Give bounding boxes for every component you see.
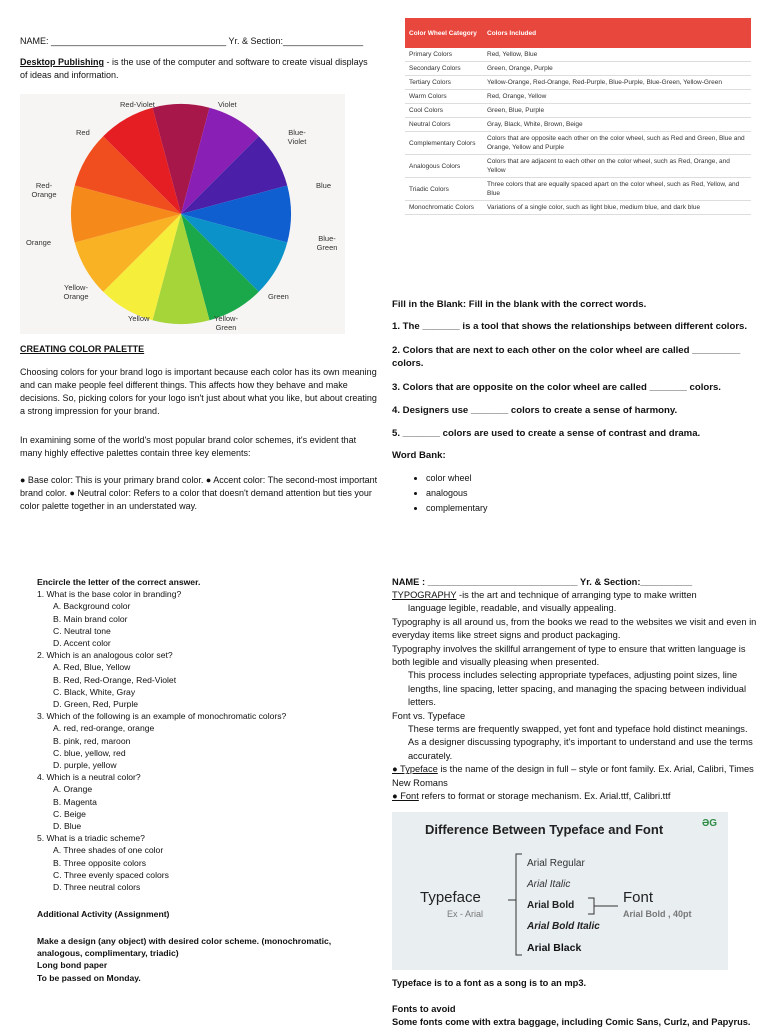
typography-para-2: Typography involves the skillful arrangement of type to ensure that written language is both legible and visually pleasing when presented.: [392, 643, 746, 668]
typography-section: [392, 589, 758, 804]
fill-item-4: 4. Designers use _______ colors to create a sense of harmony.: [392, 405, 678, 416]
quiz-option[interactable]: C. Black, White, Gray: [53, 686, 136, 697]
quiz-option[interactable]: A. Background color: [53, 601, 131, 612]
fill-item-3: 3. Colors that are opposite on the color wheel are called _______ colors.: [392, 382, 721, 393]
name-section-line: NAME: ___________________________________ Yr. & Section:________________: [20, 36, 364, 46]
quiz-option[interactable]: C. Neutral tone: [53, 625, 111, 636]
table-cell-colors: Red, Orange, Yellow: [483, 90, 751, 104]
table-row: [405, 62, 751, 76]
quiz-option[interactable]: C. blue, yellow, red: [53, 747, 126, 758]
color-wheel-figure: [20, 94, 345, 334]
typography-def-text: -is the art and technique of arranging type to make written: [456, 590, 697, 600]
wheel-label-red-orange: Red-Orange: [31, 181, 57, 199]
table-cell-colors: Red, Yellow, Blue: [483, 48, 751, 62]
diagram-font-label: Font: [623, 889, 654, 906]
word-bank-item: • complementary: [426, 501, 592, 516]
table-cell-colors: Colors that are opposite each other on the color wheel, such as Red and Green, Blue and Orange, Yellow and Purple: [483, 132, 751, 155]
wheel-label-violet: Violet: [218, 100, 237, 109]
quiz-option[interactable]: D. Blue: [53, 821, 82, 832]
quiz-option[interactable]: B. Main brand color: [53, 613, 128, 624]
desktop-publishing-def-text: - is the use of the computer and software to create visual displays of ideas and information.: [20, 57, 368, 80]
assignment-text: [37, 935, 367, 984]
wheel-label-yellow: Yellow: [128, 314, 150, 323]
color-wheel-category-table: [405, 18, 751, 215]
table-row: [405, 178, 751, 201]
word-bank-item: • color wheel: [426, 471, 592, 486]
wheel-label-red-violet: Red-Violet: [120, 100, 155, 109]
table-row: [405, 201, 751, 215]
table-cell-category: Monochromatic Colors: [405, 201, 483, 215]
wheel-label-blue-violet: Blue-Violet: [287, 128, 307, 146]
typeface-definition: [392, 763, 758, 790]
wheel-label-green: Green: [268, 292, 289, 301]
table-header-category: Color Wheel Category: [405, 18, 483, 48]
table-cell-category: Cool Colors: [405, 104, 483, 118]
quiz-option[interactable]: D. Accent color: [53, 638, 111, 649]
typeface-term: ● Typeface: [392, 764, 438, 775]
word-bank-list: [392, 471, 592, 516]
brand-logo-icon: ƏG: [702, 818, 718, 829]
typography-para-1: Typography is all around us, from the books we read to the websites we visit and even in everyday items like street signs and product packaging.: [392, 616, 757, 641]
typography-def-cont: language legible, readable, and visually appealing.: [408, 603, 617, 614]
word-bank-label: Word Bank:: [392, 450, 446, 461]
table-row: [405, 48, 751, 62]
table-cell-category: Warm Colors: [405, 90, 483, 104]
name-section-line-2: NAME : _____________________________ Yr. & Section:__________: [392, 577, 693, 587]
table-cell-category: Primary Colors: [405, 48, 483, 62]
table-cell-category: Complementary Colors: [405, 132, 483, 155]
quiz-question: 4. Which is a neutral color?: [37, 772, 141, 783]
fonts-to-avoid-text: Some fonts come with extra baggage, including Comic Sans, Curlz, and Papyrus.: [392, 1017, 751, 1027]
quiz-option[interactable]: D. Three neutral colors: [53, 882, 141, 893]
typeface-def-text: is the name of the design in full – style or font family. Ex. Arial, Calibri, Times New Romans: [392, 764, 754, 788]
quiz-option[interactable]: A. Red, Blue, Yellow: [53, 662, 131, 673]
table-cell-colors: Yellow-Orange, Red-Orange, Red-Purple, Blue-Purple, Blue-Green, Yellow-Green: [483, 76, 751, 90]
wheel-label-blue-green: Blue-Green: [316, 234, 338, 252]
font-definition: [392, 790, 758, 803]
font-vs-typeface-heading: Font vs. Typeface: [392, 710, 466, 721]
quiz-option[interactable]: B. pink, red, maroon: [53, 735, 131, 746]
wheel-label-orange: Orange: [26, 238, 52, 247]
quiz-option[interactable]: A. red, red-orange, orange: [53, 723, 155, 734]
table-header-colors: Colors Included: [483, 18, 751, 48]
word-bank-item: • analogous: [426, 486, 592, 501]
quiz-option[interactable]: C. Beige: [53, 808, 86, 819]
table-cell-colors: Colors that are adjacent to each other on the color wheel, such as Red, Orange, and Yellow: [483, 155, 751, 178]
table-cell-category: Neutral Colors: [405, 118, 483, 132]
font-vs-typeface-para: These terms are frequently swapped, yet font and typeface hold distinct meanings. As a designer discussing typography, it's important to understand and use the terms accurately.: [408, 724, 753, 761]
table-row: [405, 118, 751, 132]
quiz-option[interactable]: D. Green, Red, Purple: [53, 699, 139, 710]
assignment-line: To be passed on Monday.: [37, 972, 141, 983]
diagram-font-example: Arial Bold , 40pt: [623, 909, 692, 919]
wheel-label-blue: Blue: [316, 181, 332, 190]
diagram-typeface-example: Ex - Arial: [447, 909, 484, 919]
creating-color-palette-heading: CREATING COLOR PALETTE: [20, 344, 145, 354]
style-arial-regular: Arial Regular: [527, 858, 585, 869]
table-cell-category: Analogous Colors: [405, 155, 483, 178]
typeface-font-diagram: [392, 812, 728, 970]
desktop-publishing-term: Desktop Publishing: [20, 57, 105, 67]
table-cell-category: Triadic Colors: [405, 178, 483, 201]
wheel-label-red: Red: [76, 128, 90, 137]
table-cell-colors: Three colors that are equally spaced apart on the color wheel, such as Red, Yellow, and Blue: [483, 178, 751, 201]
fill-in-blank-heading: Fill in the Blank: Fill in the blank with the correct words.: [392, 299, 647, 310]
typography-definition: [392, 589, 758, 602]
quiz-section: [37, 576, 377, 893]
style-arial-italic: Arial Italic: [527, 879, 571, 890]
fill-item-2: 2. Colors that are next to each other on the color wheel are called _________ colors.: [392, 345, 741, 369]
quiz-option[interactable]: B. Red, Red-Orange, Red-Violet: [53, 674, 177, 685]
style-arial-black: Arial Black: [527, 942, 582, 954]
table-row: [405, 90, 751, 104]
diagram-title: Difference Between Typeface and Font: [425, 822, 664, 837]
quiz-option[interactable]: A. Three shades of one color: [53, 845, 164, 856]
quiz-question: 3. Which of the following is an example of monochromatic colors?: [37, 711, 287, 722]
table-header-row: [405, 18, 751, 48]
quiz-option[interactable]: C. Three evenly spaced colors: [53, 869, 169, 880]
quiz-question: 1. What is the base color in branding?: [37, 589, 182, 600]
quiz-instruction: Encircle the letter of the correct answer.: [37, 577, 201, 587]
desktop-publishing-definition: [20, 56, 372, 82]
table-cell-colors: Gray, Black, White, Brown, Beige: [483, 118, 751, 132]
table-row: [405, 104, 751, 118]
typography-term: TYPOGRAPHY: [392, 590, 457, 600]
table-cell-colors: Variations of a single color, such as light blue, medium blue, and dark blue: [483, 201, 751, 215]
fonts-to-avoid-heading: Fonts to avoid: [392, 1004, 456, 1014]
diagram-typeface-label: Typeface: [420, 889, 481, 906]
additional-activity-heading: Additional Activity (Assignment): [37, 909, 170, 919]
quiz-option[interactable]: B. Magenta: [53, 796, 97, 807]
table-row: [405, 155, 751, 178]
font-def-text: refers to format or storage mechanism. Ex. Arial.ttf, Calibri.ttf: [418, 791, 671, 802]
table-cell-category: Secondary Colors: [405, 62, 483, 76]
wheel-label-yellow-orange: Yellow-Orange: [63, 283, 89, 301]
table-row: [405, 76, 751, 90]
table-cell-category: Tertiary Colors: [405, 76, 483, 90]
assignment-line: Make a design (any object) with desired color scheme. (monochromatic, analogous, complimentary, triadic): [37, 936, 332, 959]
fill-item-1: 1. The _______ is a tool that shows the relationships between different colors.: [392, 321, 748, 332]
assignment-line: Long bond paper: [37, 960, 108, 971]
quiz-option[interactable]: B. Three opposite colors: [53, 857, 146, 868]
style-arial-bold-italic: Arial Bold Italic: [527, 921, 600, 932]
quiz-option[interactable]: D. purple, yellow: [53, 760, 117, 771]
quiz-question: 5. What is a triadic scheme?: [37, 833, 145, 844]
font-term: ● Font: [392, 791, 419, 802]
table-row: [405, 132, 751, 155]
paragraph-brand-colors: Choosing colors for your brand logo is important because each color has its own meaning and can make people feel different things. This affects how they behave and make decisions. So, picking colors for your logo isn't just about what you like, but about creating a strong impression for your brand.: [20, 367, 377, 416]
fill-item-5: 5. _______ colors are used to create a sense of contrast and drama.: [392, 428, 701, 439]
typeface-song-analogy: Typeface is to a font as a song is to an mp3.: [392, 978, 587, 988]
wheel-label-yellow-green: Yellow-Green: [214, 314, 238, 332]
table-cell-colors: Green, Blue, Purple: [483, 104, 751, 118]
table-cell-colors: Green, Orange, Purple: [483, 62, 751, 76]
style-arial-bold: Arial Bold: [527, 900, 575, 911]
quiz-question: 2. Which is an analogous color set?: [37, 650, 173, 661]
quiz-option[interactable]: A. Orange: [53, 784, 93, 795]
paragraph-brand-schemes: In examining some of the world's most popular brand color schemes, it's evident that many highly effective palettes contain three key elements:: [20, 435, 357, 458]
typography-para-3: This process includes selecting appropriate typefaces, adjusting point sizes, line lengths, line spacing, letter spacing, and managing the spacing between individual letters.: [408, 670, 747, 708]
paragraph-key-elements: ● Base color: This is your primary brand color. ● Accent color: The second-most important brand color. ● Neutral color: Refers to a color that doesn't demand attention but ties your color palette together in an understated way.: [20, 475, 378, 511]
